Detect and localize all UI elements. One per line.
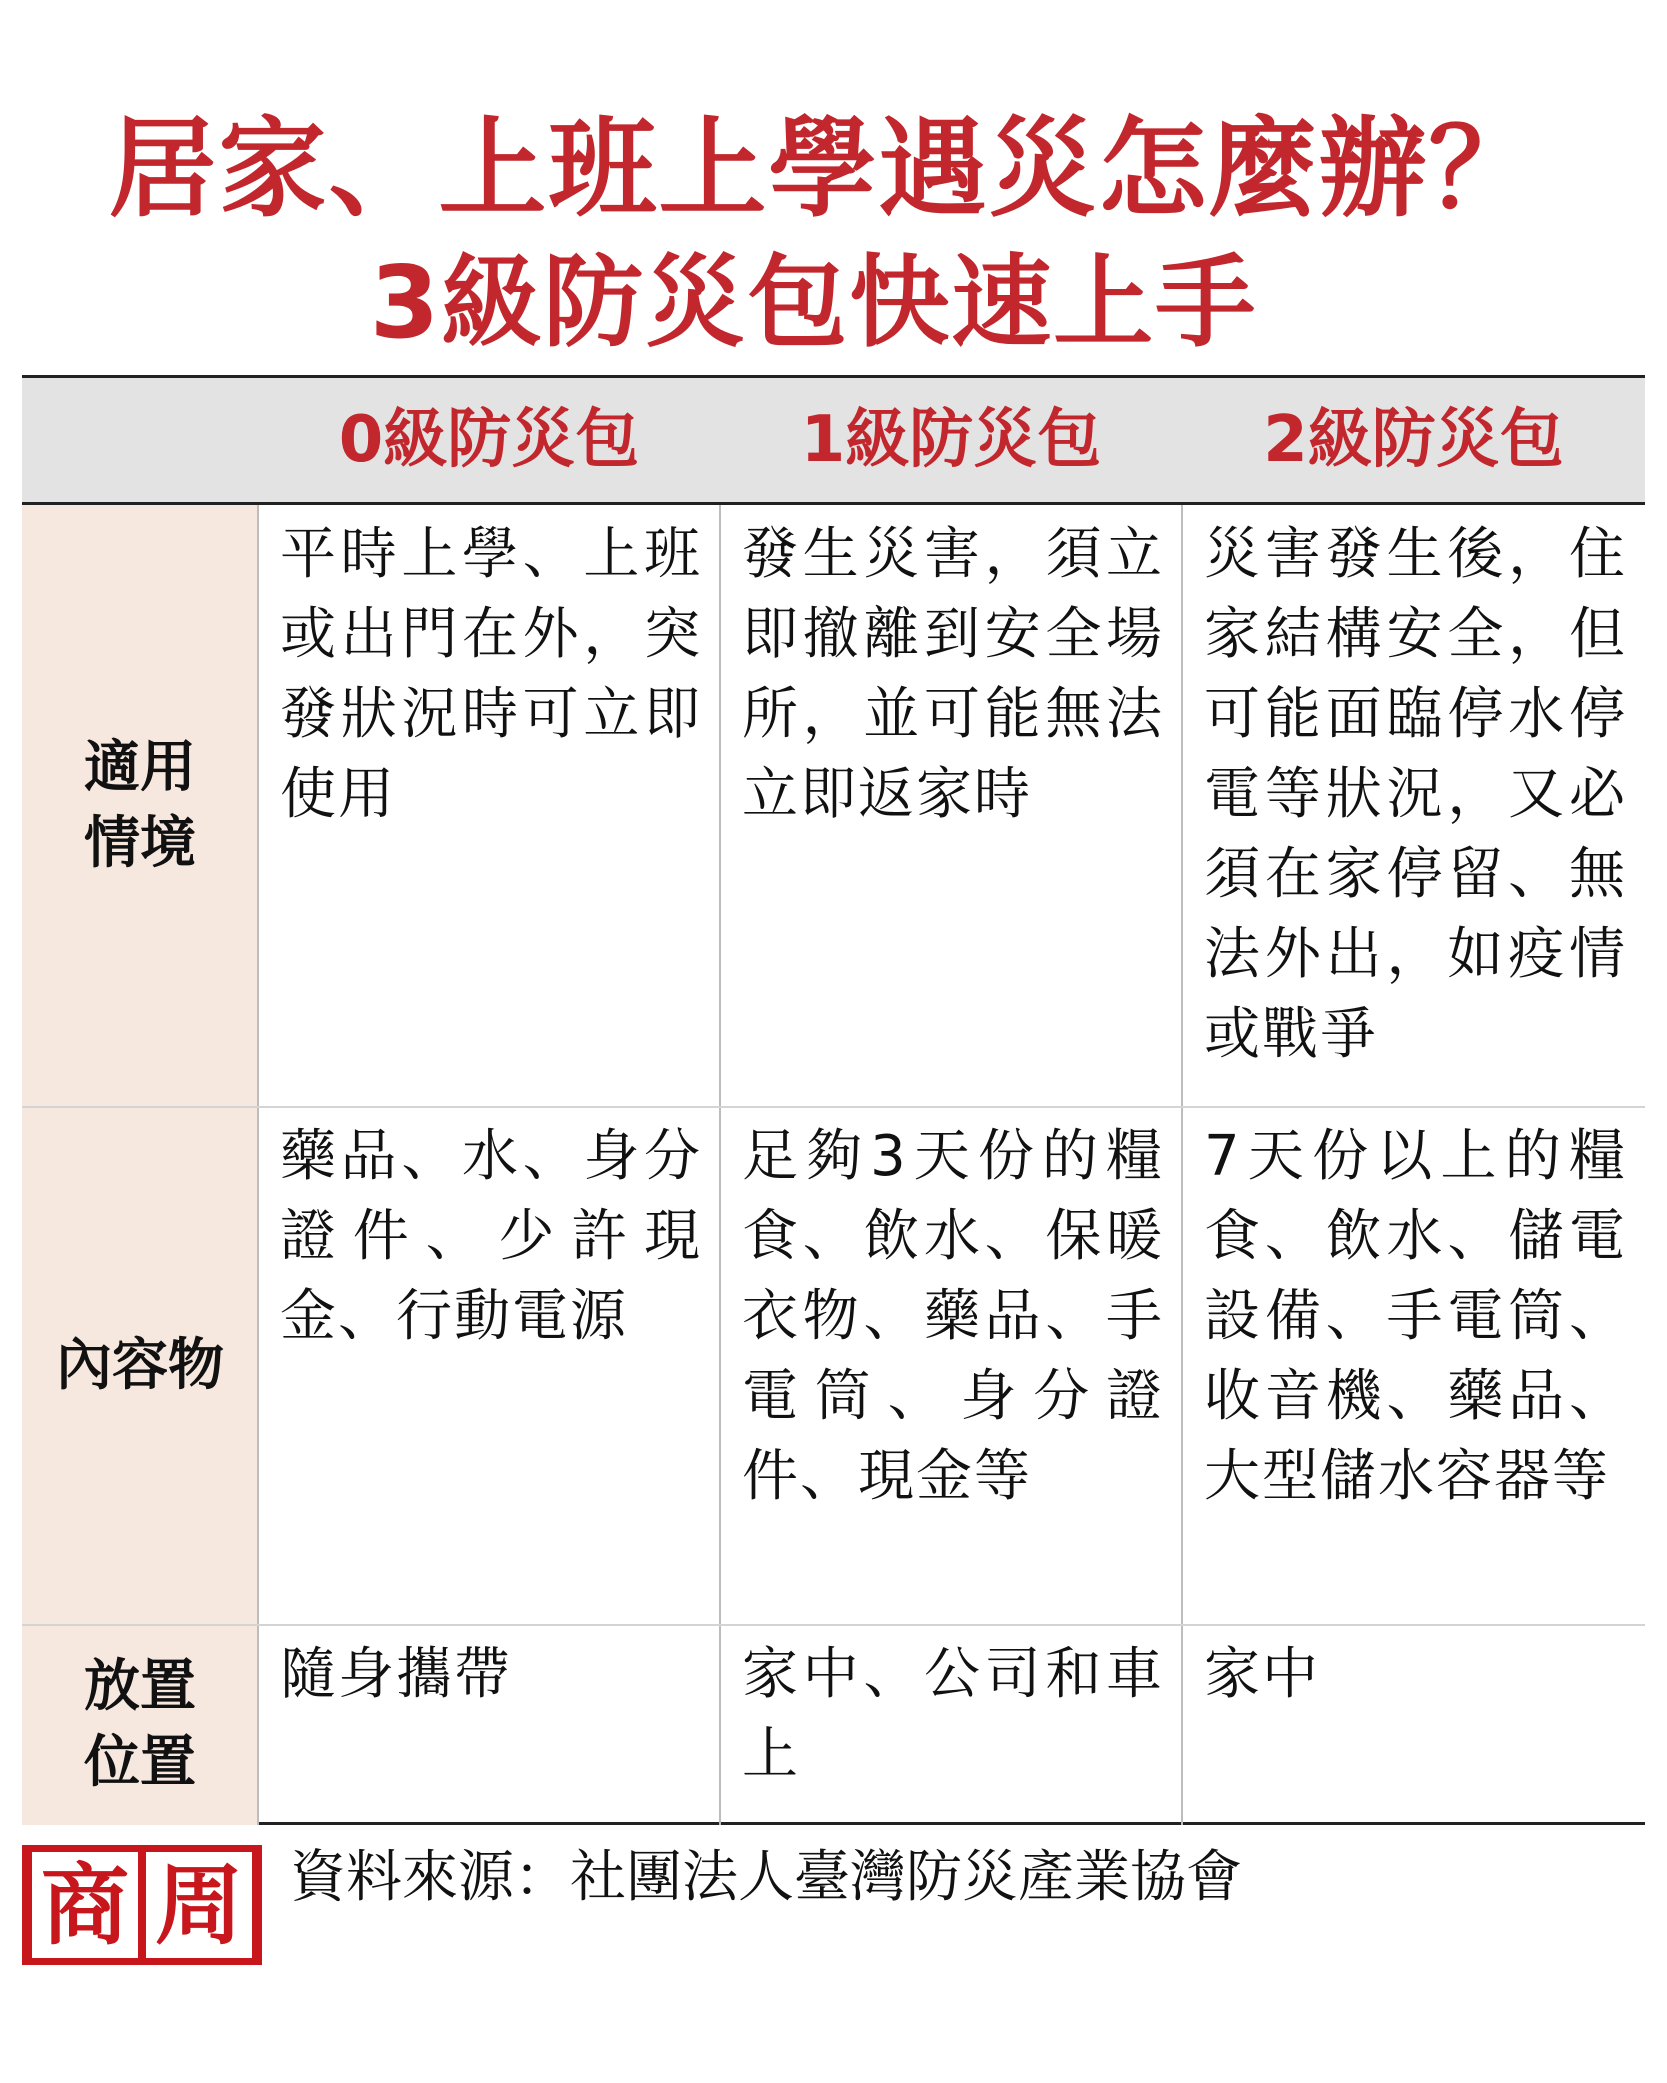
- row-divider: [22, 1106, 1645, 1108]
- column-header-level-2: 2級防災包: [1263, 403, 1564, 477]
- column-header-level-1: 1級防災包: [800, 403, 1102, 477]
- row-label-scenario-line2: 情境: [84, 811, 196, 876]
- source-credit: 資料來源：社團法人臺灣防災產業協會: [290, 1845, 1242, 1910]
- row-label-scenario: [22, 505, 258, 1107]
- disaster-kit-table: [22, 375, 1645, 1825]
- cell-contents-level-0: 藥品、水、身分證件、少許現金、行動電源: [280, 1124, 702, 1349]
- row-label-location: [22, 1625, 258, 1825]
- cell-location-level-1: 家中、公司和車上: [742, 1642, 1164, 1787]
- column-divider: [257, 505, 259, 1825]
- cell-contents-level-2: 7天份以上的糧食、飲水、儲電設備、手電筒、收音機、藥品、大型儲水容器等: [1204, 1124, 1627, 1509]
- page-title-line1: 居家、上班上學遇災怎麼辦？: [108, 107, 1539, 232]
- table-header-row: [22, 378, 1645, 505]
- cell-scenario-level-1: 發生災害，須立即撤離到安全場所，並可能無法立即返家時: [742, 522, 1164, 827]
- cell-scenario-level-0: 平時上學、上班或出門在外，突發狀況時可立即使用: [280, 522, 702, 827]
- row-label-contents-line1: 內容物: [56, 1333, 224, 1398]
- cell-location-level-2: 家中: [1204, 1642, 1320, 1707]
- column-divider: [719, 505, 721, 1825]
- logo-char-2: 周: [146, 1852, 252, 1958]
- row-label-contents: [22, 1107, 258, 1625]
- column-header-level-0: 0級防災包: [338, 403, 640, 477]
- logo-char-1: 商: [32, 1852, 138, 1958]
- row-divider: [22, 1624, 1645, 1626]
- cell-contents-level-1: 足夠3天份的糧食、飲水、保暖衣物、藥品、手電筒、身分證件、現金等: [742, 1124, 1164, 1509]
- row-label-location-line1: 放置: [84, 1654, 196, 1719]
- cell-scenario-level-2: 災害發生後，住家結構安全，但可能面臨停水停電等狀況，又必須在家停留、無法外出，如疫情或戰爭: [1204, 522, 1627, 1067]
- column-divider: [1181, 505, 1183, 1825]
- row-label-location-line2: 位置: [84, 1730, 196, 1795]
- row-label-scenario-line1: 適用: [84, 735, 196, 800]
- cell-location-level-0: 隨身攜帶: [280, 1642, 512, 1707]
- business-weekly-logo: [22, 1845, 262, 1965]
- page-title-line2: 3級防災包快速上手: [369, 244, 1258, 361]
